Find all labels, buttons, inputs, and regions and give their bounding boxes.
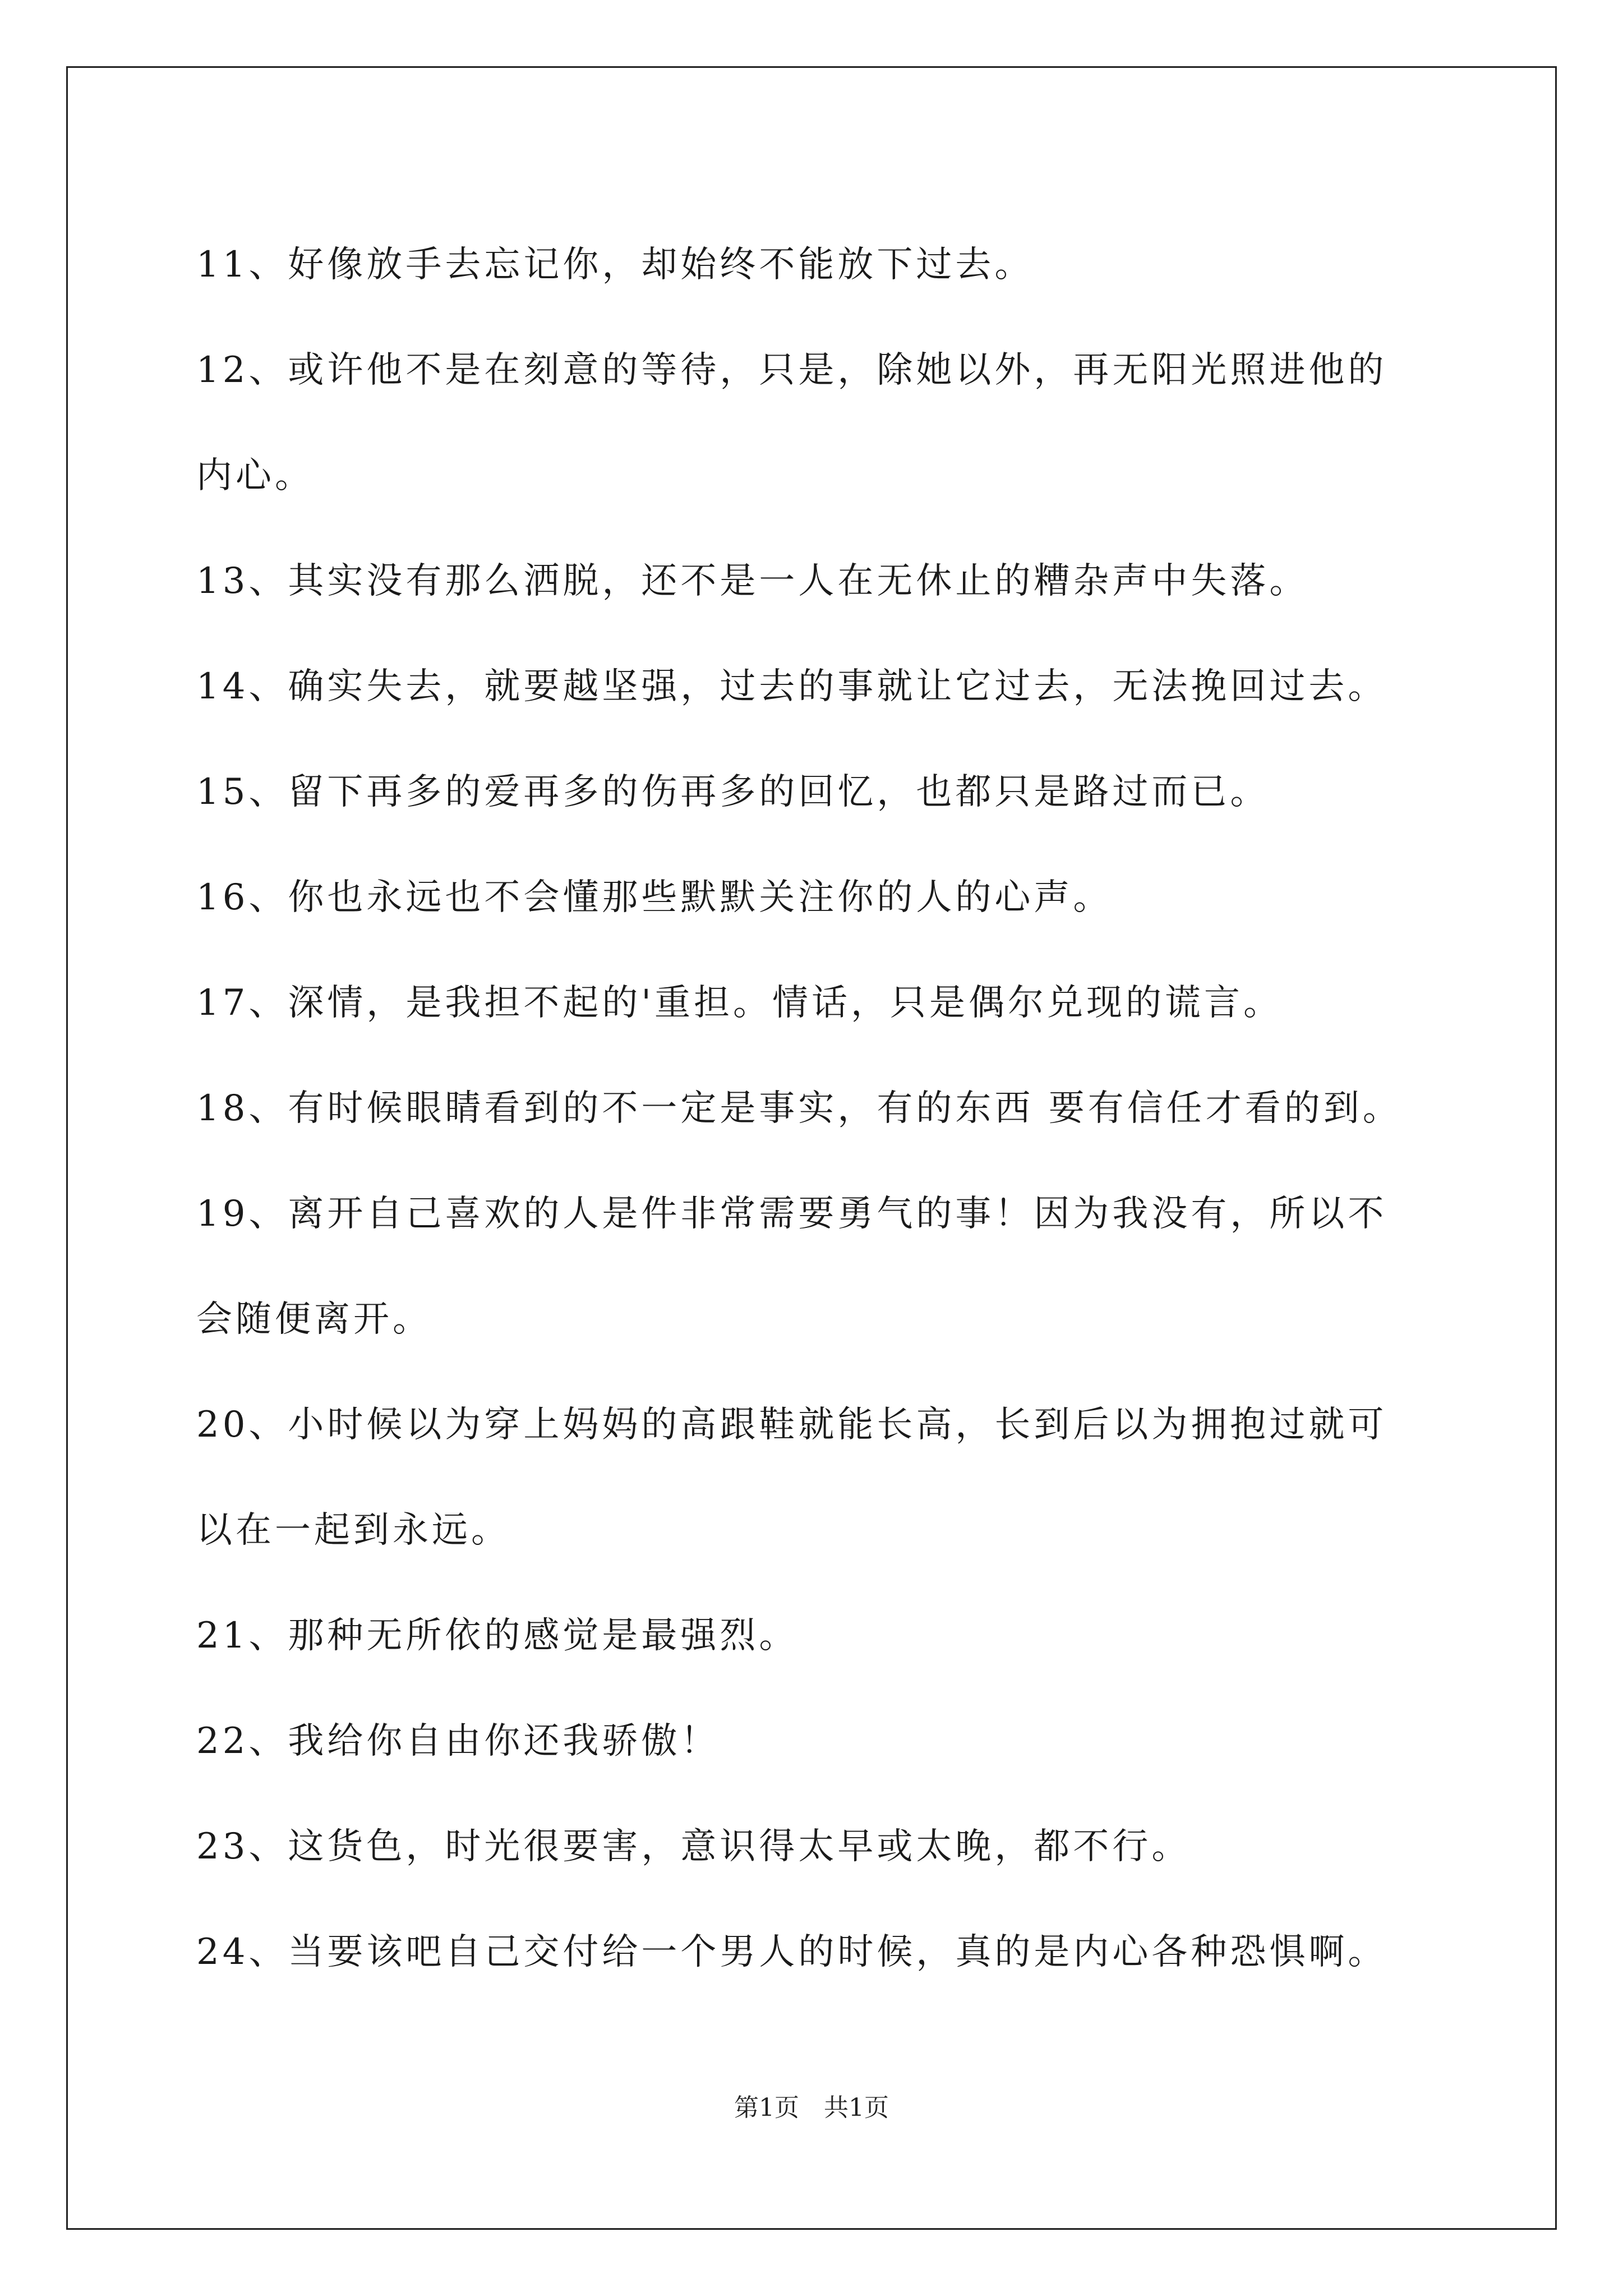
page-number-footer: 第1页 共1页 [734,2093,889,2122]
text-line: 内心。 [196,455,314,496]
text-line: 23、这货色，时光很要害，意识得太早或太晚，都不行。 [196,1826,1191,1867]
text-line: 21、那种无所依的感觉是最强烈。 [196,1615,799,1657]
text-line: 18、有时候眼睛看到的不一定是事实，有的东西 要有信任才看的到。 [196,1088,1402,1129]
text-line: 17、深情，是我担不起的'重担。情话，只是偶尔兑现的谎言。 [196,982,1283,1024]
text-line: 22、我给你自由你还我骄傲！ [196,1720,720,1762]
text-line: 19、离开自己喜欢的人是件非常需要勇气的事！因为我没有，所以不 [196,1193,1387,1235]
text-line: 15、留下再多的爱再多的伤再多的回忆，也都只是路过而已。 [196,771,1270,813]
text-line: 14、确实失去，就要越坚强，过去的事就让它过去，无法挽回过去。 [196,666,1387,707]
text-line: 13、其实没有那么洒脱，还不是一人在无休止的糟杂声中失落。 [196,560,1309,602]
text-line: 20、小时候以为穿上妈妈的高跟鞋就能长高，长到后以为拥抱过就可 [196,1404,1387,1446]
text-line: 以在一起到永远。 [196,1510,510,1551]
text-line: 12、或许他不是在刻意的等待，只是，除她以外，再无阳光照进他的 [196,349,1387,391]
text-line: 24、当要该吧自己交付给一个男人的时候，真的是内心各种恐惧啊。 [196,1931,1387,1973]
text-line: 16、你也永远也不会懂那些默默关注你的人的心声。 [196,877,1113,918]
text-line: 会随便离开。 [196,1299,432,1340]
document-body [196,212,1486,2005]
text-line: 11、好像放手去忘记你，却始终不能放下过去。 [196,244,1034,286]
